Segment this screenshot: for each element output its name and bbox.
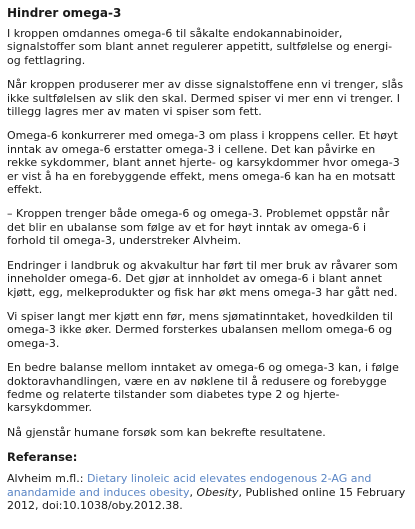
reference-separator: , bbox=[189, 485, 197, 499]
reference-article-link[interactable]: Dietary linoleic acid elevates endogenous 2-AG and anandamide and induces obesity bbox=[7, 472, 372, 499]
paragraph-2: Når kroppen produserer mer av disse signalstoffene enn vi trenger, slås ikke sultfølelsen av slik den skal. Dermed spiser vi mer enn vi trenger. I tillegg lagres mer av maten vi spiser som fett. bbox=[7, 78, 404, 119]
paragraph-8: Nå gjenstår humane forsøk som kan bekrefte resultatene. bbox=[7, 425, 326, 439]
paragraph-1: I kroppen omdannes omega-6 til såkalte endokannabinoider, signalstoffer som blant annet regulerer appetitt, sultfølelse og energi- og fettlagring. bbox=[7, 27, 393, 67]
reference-journal: Obesity bbox=[196, 485, 239, 499]
section-heading: Hindrer omega-3 bbox=[7, 6, 122, 20]
paragraph-6: Vi spiser langt mer kjøtt enn før, mens sjømatinntaket, hovedkilden til omega-3 ikke øker. Dermed forsterkes ubalansen mellom omega-6 og omega-3. bbox=[7, 309, 393, 350]
paragraph-5: Endringer i landbruk og akvakultur har ført til mer bruk av råvarer som inneholder omega-6. Det gjør at innholdet av omega-6 i blant annet kjøtt, egg, melkeprodukter og fisk har økt mens omega-3 har gått ned. bbox=[7, 258, 398, 299]
paragraph-3: Omega-6 konkurrerer med omega-3 om plass i kroppens celler. Et høyt inntak av omega-6 erstatter omega-3 i cellene. Det kan påvirke en rekke sykdommer, blant annet hjerte- og karsykdommer hvor omega-3 er vist å ha en forebyggende effekt, mens omega-6 kan ha en motsatt effekt. bbox=[7, 129, 400, 197]
reference-authors: Alvheim m.fl.: bbox=[7, 472, 87, 486]
reference-citation bbox=[7, 472, 408, 512]
reference-details: , Published online 15 February 2012, doi:10.1038/oby.2012.38. bbox=[7, 485, 406, 512]
paragraph-7: En bedre balanse mellom inntaket av omega-6 og omega-3 kan, i følge doktoravhandlingen, være en av nøklene til å redusere og forebygge fedme og relaterte tilstander som diabetes type 2 og hjerte-karsykdommer. bbox=[7, 361, 399, 415]
paragraph-4-quote: – Kroppen trenger både omega-6 og omega-3. Problemet oppstår når det blir en ubalanse som følge av et for høyt inntak av omega-6 i forhold til omega-3, understreker Alvheim. bbox=[7, 207, 390, 248]
reference-heading: Referanse: bbox=[7, 450, 78, 465]
